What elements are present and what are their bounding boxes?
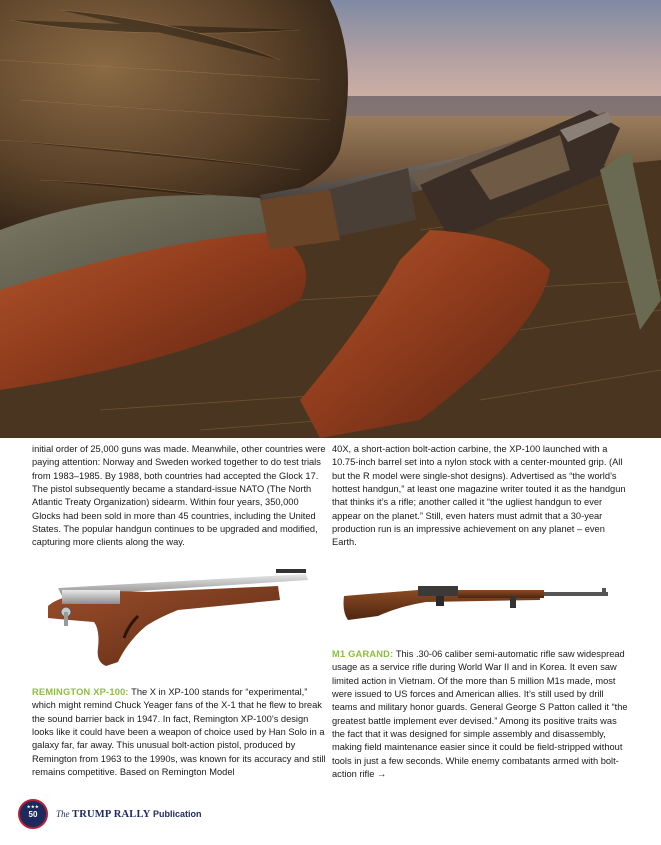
page-number-badge [18, 799, 48, 829]
m1-garand-image [340, 576, 612, 622]
xp100-continuation-paragraph: 40X, a short-action bolt-action carbine, the XP-100 launched with a 10.75-inch barrel set into a nylon stock with a center-mounted grip. (All but the R model were single-shot designs). Advertised as “the world’s hottest handgun,” at least one magazine writer touted it as the handgun that thinks it’s a rifle; another called it “the ugliest handgun to ever appear on the planet.” Still, even haters must admit that a 30-year production run is an impressive achievement on any planet – even Earth. [332, 444, 626, 548]
publication-suffix: Publication [153, 808, 202, 819]
remington-xp100-image [28, 566, 314, 676]
page-number: 50 [28, 809, 38, 819]
remington-xp100-paragraph [32, 686, 328, 779]
m1-garand-heading: M1 GARAND: [332, 649, 394, 659]
remington-xp100-heading: REMINGTON XP-100: [32, 687, 129, 697]
publication-title: TRUMP RALLY [72, 808, 151, 820]
m1-garand-paragraph [332, 648, 628, 781]
publication-the: The [56, 808, 70, 819]
stars-icon: ★★★ [26, 804, 40, 809]
remington-xp100-body: The X in XP-100 stands for “experimental,” which might remind Chuck Yeager fans of the X-1 that he flew to break the sound barrier back in 1947. In fact, Remington XP-100’s design looks like it could have been a weapon of choice used by Han Solo in a galaxy far, far away. This unusual bolt-action pistol, produced by Remington from 1963 to the 1990s, was known for its accuracy and still remains competitive. Based on Remington Model [32, 687, 326, 778]
right-column [332, 443, 628, 550]
glock-continuation-paragraph: initial order of 25,000 guns was made. Meanwhile, other countries were paying attention: Norway and Sweden worked together to do test trials from 1983–1985. By 1988, both countries had accepted the Glock 17. The pistol subsequently became a standard-issue NATO (The North Atlantic Treaty Organization) sidearm. Within four years, 350,000 Glocks had been sold in more than 45 countries, including the United States. The popular handgun continues to be upgraded and modified, capturing more clients along the way. [32, 444, 326, 548]
page-footer [18, 798, 202, 830]
m1-garand-body: This .30-06 caliber semi-automatic rifle saw widespread usage as a service rifle during World War II and in Korea. It even saw limited action in Vietnam. Of the more than 5 million M1s made, most were issued to US forces and American allies. It’s still used by drill teams and military honor guards. General George S Patton called it “the greatest battle implement ever devised.” Among its positive traits was the fact that it was designed for simple assembly and disassembly, making field maintenance easier since it could be field-stripped without tools in just a few seconds. While enemy combatants armed with bolt-action rifle → [332, 649, 628, 780]
left-column [32, 443, 328, 550]
publication-name [56, 809, 202, 820]
